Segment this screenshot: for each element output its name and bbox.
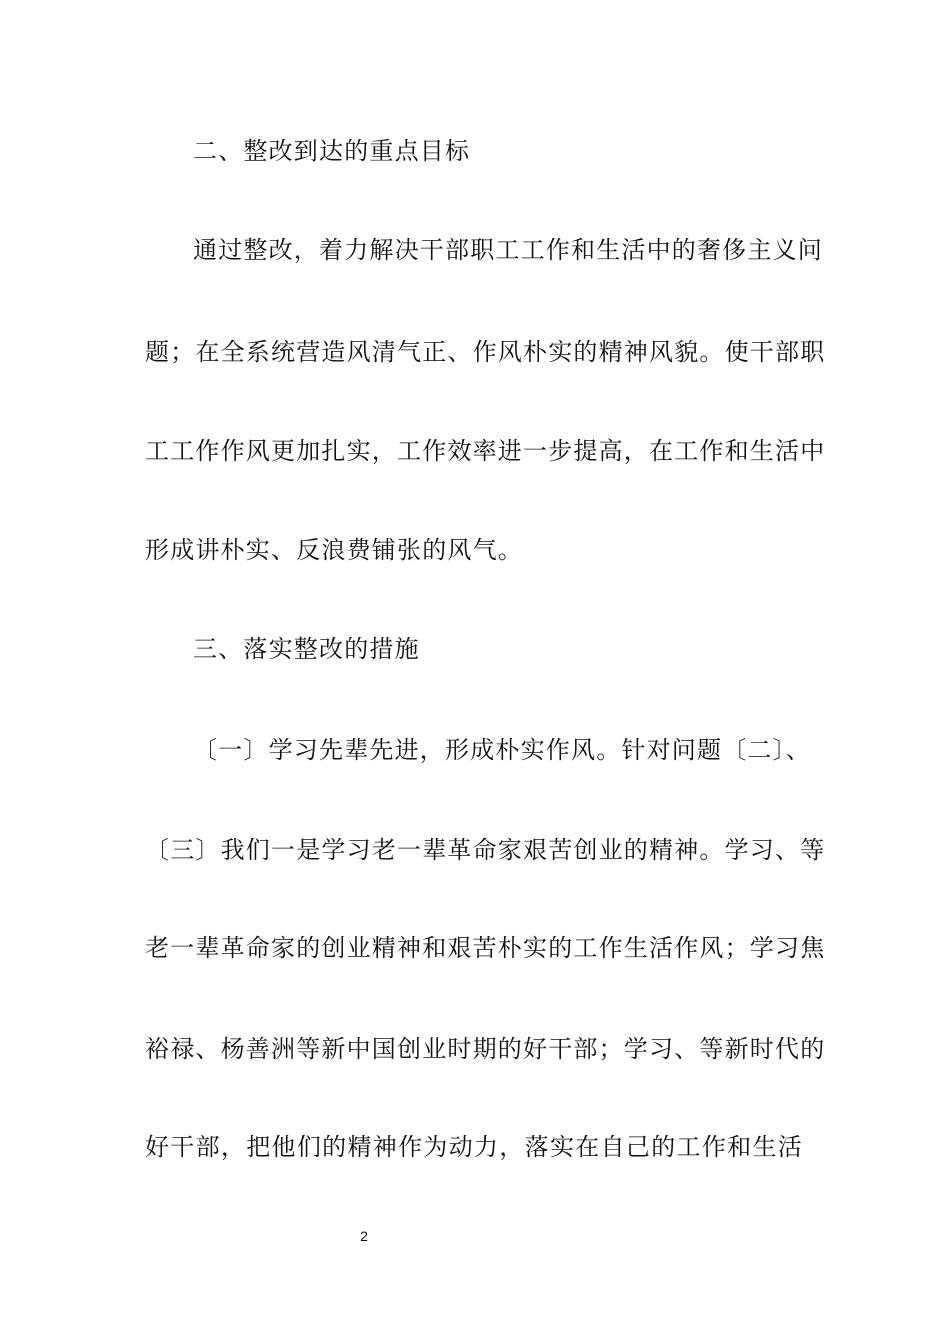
section-heading-3: 三、落实整改的措施 [193, 635, 420, 663]
paragraph-line-1: 通过整改，着力解决干部职工工作和生活中的奢侈主义问 [193, 236, 823, 264]
paragraph-line-6: 〔三〕我们一是学习老一辈革命家艰苦创业的精神。学习、等 [145, 836, 826, 864]
paragraph-line-5: 〔一〕学习先辈先进，形成朴实作风。针对问题〔二〕、 [193, 736, 811, 764]
section-heading-2: 二、整改到达的重点目标 [193, 137, 471, 165]
paragraph-line-7: 老一辈革命家的创业精神和艰苦朴实的工作生活作风；学习焦 [145, 934, 826, 962]
paragraph-line-8: 裕禄、杨善洲等新中国创业时期的好干部；学习、等新时代的 [145, 1035, 826, 1063]
paragraph-line-4: 形成讲朴实、反浪费铺张的风气。 [145, 536, 523, 564]
paragraph-line-9: 好干部，把他们的精神作为动力，落实在自己的工作和生活 [145, 1133, 803, 1161]
paragraph-line-3: 工工作作风更加扎实，工作效率进一步提高，在工作和生活中 [145, 437, 826, 465]
paragraph-line-2: 题；在全系统营造风清气正、作风朴实的精神风貌。使干部职 [145, 338, 826, 366]
page-number: 2 [360, 1228, 368, 1244]
